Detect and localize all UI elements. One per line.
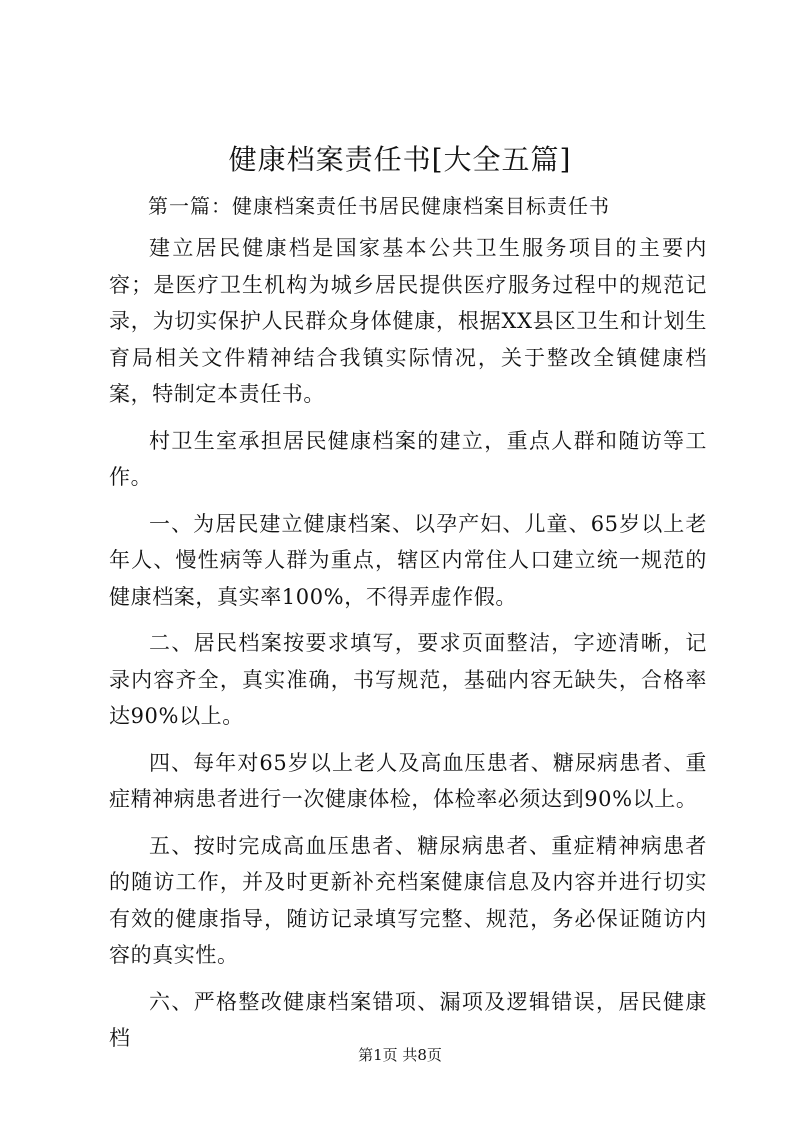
paragraph-item-2: 二、居民档案按要求填写，要求页面整洁，字迹清晰，记录内容齐全，真实准确，书写规范，基础内容无缺失，合格率达90%以上。	[109, 631, 707, 728]
page-number-footer: 第1页 共8页	[358, 1046, 442, 1064]
paragraph-item-6: 六、严格整改健康档案错项、漏项及逻辑错误，居民健康档	[109, 989, 707, 1050]
paragraph-intro: 建立居民健康档是国家基本公共卫生服务项目的主要内容；是医疗卫生机构为城乡居民提供医疗服务过程中的规范记录，为切实保护人民群众身体健康，根据XX县区卫生和计划生育局相关文件精神结合我镇实际情况，关于整改全镇健康档案，特制定本责任书。	[109, 236, 707, 406]
paragraph-item-1: 一、为居民建立健康档案、以孕产妇、儿童、65岁以上老年人、慢性病等人群为重点，辖区内常住人口建立统一规范的健康档案，真实率100%，不得弄虚作假。	[109, 511, 707, 609]
document-body	[109, 230, 707, 1067]
paragraph-item-5: 五、按时完成高血压患者、糖尿病患者、重症精神病患者的随访工作，并及时更新补充档案健康信息及内容并进行切实有效的健康指导，随访记录填写完整、规范，务必保证随访内容的真实性。	[109, 833, 707, 967]
paragraph-item-4: 四、每年对65岁以上老人及高血压患者、糖尿病患者、重症精神病患者进行一次健康体检，体检率必须达到90%以上。	[109, 750, 707, 811]
paragraph-village-clinic: 村卫生室承担居民健康档案的建立，重点人群和随访等工作。	[109, 428, 707, 489]
document-title: 健康档案责任书[大全五篇]	[228, 143, 572, 176]
document-subtitle: 第一篇：健康档案责任书居民健康档案目标责任书	[148, 194, 610, 218]
